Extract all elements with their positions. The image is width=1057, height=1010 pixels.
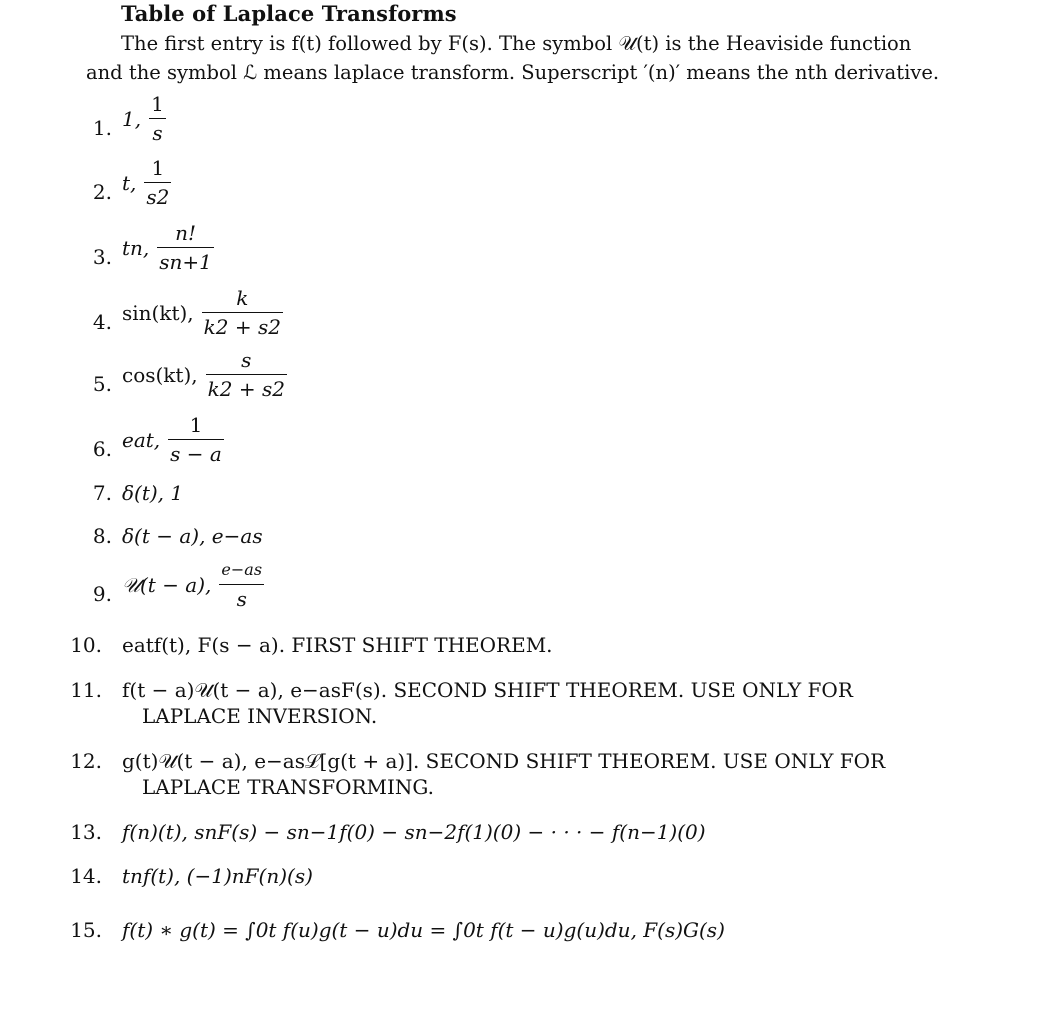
time-function: 1, <box>122 106 142 131</box>
time-function: sin(kt), <box>122 300 194 325</box>
fraction-numerator: e−as <box>221 560 263 579</box>
item-number: 13. <box>70 820 102 844</box>
transform-fraction <box>157 221 214 274</box>
item-number: 7. <box>92 481 112 505</box>
time-function: 𝒰(t − a), <box>122 572 212 597</box>
fraction-denominator: s2 <box>146 185 170 210</box>
transform-fraction <box>168 413 224 466</box>
transform-pair: eatf(t), F(s − a). FIRST SHIFT THEOREM. <box>122 633 553 657</box>
intro-paragraph <box>86 29 940 87</box>
intro-line-2: and the symbol ℒ means laplace transform. Superscript ′(n)′ means the nth derivative. <box>86 61 940 84</box>
transform-fraction <box>206 348 287 401</box>
transform-pair-continuation: LAPLACE INVERSION. <box>142 704 378 728</box>
item-number: 4. <box>92 310 112 334</box>
fraction-numerator: 1 <box>151 156 165 180</box>
fraction-denominator: s <box>152 121 163 146</box>
transform-pair: δ(t), 1 <box>122 481 184 505</box>
transform-pair: f(n)(t), snF(s) − sn−1f(0) − sn−2f(1)(0) − · · · − f(n−1)(0) <box>122 820 706 844</box>
fraction-numerator: 1 <box>189 413 203 437</box>
transform-pair: δ(t − a), e−as <box>122 524 263 548</box>
item-number: 3. <box>92 245 112 269</box>
transform-fraction <box>219 558 264 611</box>
transform-pair: f(t − a)𝒰(t − a), e−asF(s). SECOND SHIFT THEOREM. USE ONLY FOR <box>122 678 853 702</box>
item-number: 14. <box>70 864 102 888</box>
transform-pair: g(t)𝒰(t − a), e−asℒ[g(t + a)]. SECOND SHIFT THEOREM. USE ONLY FOR <box>122 749 886 773</box>
time-function: cos(kt), <box>122 362 198 387</box>
transform-fraction <box>144 156 171 209</box>
fraction-numerator: n! <box>175 221 197 245</box>
transform-pair: f(t) ∗ g(t) = ∫0t f(u)g(t − u)du = ∫0t f(t − u)g(u)du, F(s)G(s) <box>122 918 725 942</box>
fraction-denominator: k2 + s2 <box>203 315 281 340</box>
time-function: eat, <box>122 427 161 452</box>
fraction-numerator: 1 <box>151 92 164 116</box>
time-function: tn, <box>122 235 150 260</box>
item-number: 5. <box>92 372 112 396</box>
item-number: 9. <box>92 582 112 606</box>
item-number: 6. <box>92 437 112 461</box>
fraction-denominator: sn+1 <box>159 250 212 275</box>
fraction-numerator: k <box>236 286 249 310</box>
transform-pair: tnf(t), (−1)nF(n)(s) <box>122 864 313 888</box>
item-number: 8. <box>92 524 112 548</box>
fraction-denominator: s − a <box>170 442 222 467</box>
page-title: Table of Laplace Transforms <box>121 1 457 26</box>
fraction-denominator: k2 + s2 <box>207 377 285 402</box>
intro-line-1: The first entry is f(t) followed by F(s). The symbol 𝒰(t) is the Heaviside function <box>121 32 912 55</box>
transform-fraction <box>149 92 166 145</box>
item-number: 15. <box>70 918 102 942</box>
item-number: 12. <box>70 749 102 773</box>
item-number: 2. <box>92 180 112 204</box>
time-function: t, <box>122 170 137 195</box>
item-number: 1. <box>92 116 112 140</box>
fraction-denominator: s <box>236 587 247 612</box>
item-number: 11. <box>70 678 102 702</box>
transform-pair-continuation: LAPLACE TRANSFORMING. <box>142 775 435 799</box>
item-number: 10. <box>70 633 102 657</box>
fraction-numerator: s <box>241 348 252 372</box>
transform-fraction <box>202 286 283 339</box>
